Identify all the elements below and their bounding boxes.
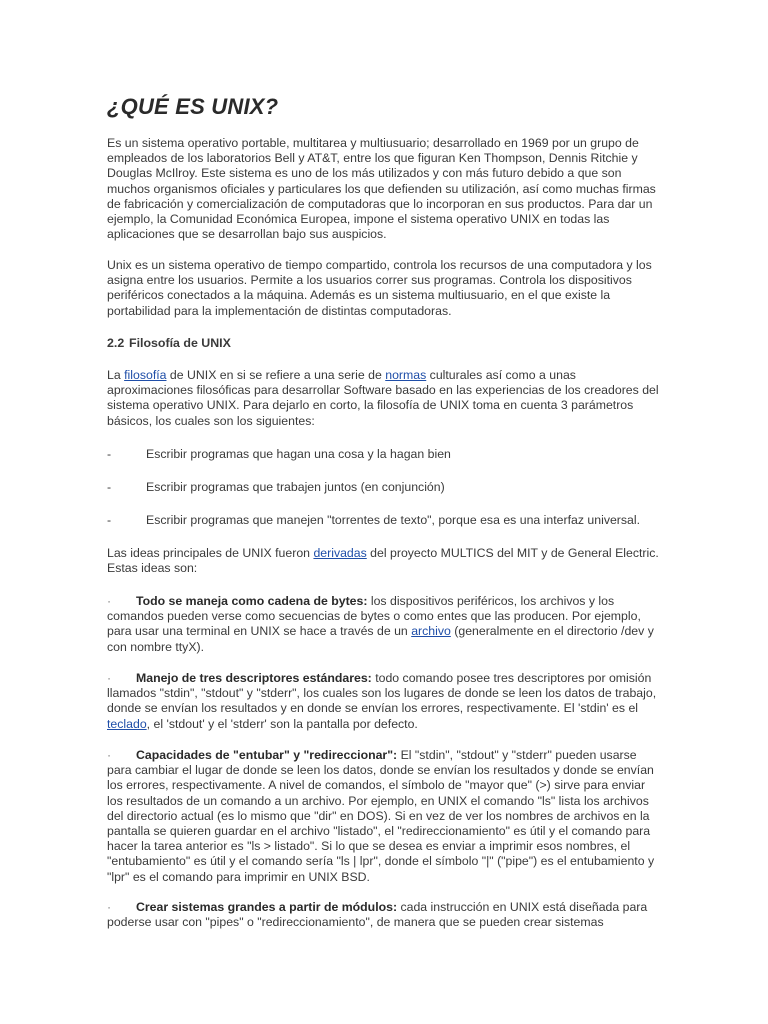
text-run: (generalmente en el directorio /dev y con nombre ttyX). xyxy=(107,624,654,654)
dash-marker: - xyxy=(107,513,112,527)
section-heading xyxy=(107,336,659,350)
idea-bullet xyxy=(107,900,659,930)
dash-marker: - xyxy=(107,480,112,494)
ideas-paragraph xyxy=(107,546,659,576)
bullet-marker: · xyxy=(107,594,112,608)
bullet-heading: Manejo de tres descriptores estándares: xyxy=(136,671,372,685)
dash-marker: - xyxy=(107,447,112,461)
list-item xyxy=(107,480,659,495)
link-filosofia[interactable]: filosofía xyxy=(124,368,167,382)
text-run: Las ideas principales de UNIX fueron xyxy=(107,546,314,560)
section-title: Filosofía de UNIX xyxy=(129,336,231,350)
intro-paragraph: Es un sistema operativo portable, multitarea y multiusuario; desarrollado en 1969 por un grupo de empleados de los laboratorios Bell y AT&T, entre los que figuran Ken Thompson, Dennis Ritchie y Douglas McIlroy. Este sistema es uno de los más utilizados y con más futuro debido a que son muchos organismos oficiales y particulares los que defienden su utilización, así como muchas firmas de fabricación y comercialización de computadoras que lo incorporan en sus productos. Para dar un ejemplo, la Comunidad Económica Europea, impone el sistema operativo UNIX en todas las aplicaciones que se desarrollan bajo sus auspicios. xyxy=(107,136,656,242)
idea-bullet xyxy=(107,748,659,885)
page-title: ¿QUÉ ES UNIX? xyxy=(107,94,279,119)
list-item xyxy=(107,513,659,528)
text-run: , el 'stdout' y el 'stderr' son la pantalla por defecto. xyxy=(146,716,418,731)
text-run: cada instrucción en UNIX está diseñada para poderse usar con "pipes" o "redireccionamiento", de manera que se pueden crear sistemas xyxy=(107,900,648,930)
bullet-marker: · xyxy=(107,748,112,762)
text-run: del proyecto MULTICS del MIT y de General Electric. Estas ideas son: xyxy=(107,546,659,576)
idea-bullet xyxy=(107,594,659,655)
bullet-heading: Crear sistemas grandes a partir de módulos: xyxy=(136,900,398,914)
link-normas[interactable]: normas xyxy=(385,368,427,382)
philosophy-paragraph xyxy=(107,368,659,429)
text-run: La xyxy=(107,368,125,382)
link-teclado[interactable]: teclado xyxy=(107,716,147,731)
bullet-heading: Capacidades de "entubar" y "redireccionar": xyxy=(136,748,398,762)
text-run: los dispositivos periféricos, los archivos y los comandos pueden verse como secuencias de bytes o como entes que las producen. Por ejemplo, para usar una terminal en UNIX se hace a través de un xyxy=(107,594,641,639)
list-item-text: Escribir programas que hagan una cosa y la hagan bien xyxy=(146,447,451,461)
idea-bullet xyxy=(107,671,659,732)
list-item-text: Escribir programas que trabajen juntos (en conjunción) xyxy=(146,480,445,494)
list-item xyxy=(107,447,659,462)
second-paragraph: Unix es un sistema operativo de tiempo compartido, controla los recursos de una computadora y los asigna entre los usuarios. Permite a los usuarios correr sus programas. Controla los dispositivos periféricos conectados a la máquina. Además es un sistema multiusuario, en el que existe la portabilidad para la implementación de distintas computadoras. xyxy=(107,258,652,318)
link-derivadas[interactable]: derivadas xyxy=(313,546,367,560)
text-run: todo comando posee tres descriptores por omisión llamados "stdin", "stdout" y "stderr", los cuales son los lugares de donde se leen los datos de trabajo, donde se envían los resultados y en donde se envían los errores, respectivamente. El 'stdin' es el xyxy=(107,671,657,716)
bullet-heading: Todo se maneja como cadena de bytes: xyxy=(136,594,368,608)
bullet-marker: · xyxy=(107,671,112,685)
section-number: 2.2 xyxy=(107,336,125,350)
link-archivo[interactable]: archivo xyxy=(411,624,451,639)
text-run: El "stdin", "stdout" y "stderr" pueden usarse para cambiar el lugar de donde se leen los datos, donde se envían los resultados y donde se envían los errores, respectivamente. A nivel de comandos, el símbolo de "mayor que" (>) sirve para enviar los resultados de un comando a un archivo. Por ejemplo, en UNIX el comando "ls" lista los archivos del directorio actual (es lo mismo que "dir" en DOS). Si en vez de ver los nombres de archivos en la pantalla se quieren guardar en el archivo "listado", el "redireccionamiento" es útil y el comando para hacer la tarea anterior es "ls > listado". Si lo que se desea es enviar a imprimir esos nombres, el "entubamiento" es útil y el comando sería "ls | lpr", donde el símbolo "|" ("pipe") es el entubamiento y "lpr" es el comando para imprimir en UNIX BSD. xyxy=(107,748,655,884)
text-run: de UNIX en si se refiere a una serie de xyxy=(166,368,386,382)
list-item-text: Escribir programas que manejen "torrentes de texto", porque esa es una interfaz universal. xyxy=(146,513,641,527)
text-run: culturales así como a unas aproximaciones filosóficas para desarrollar Software basado en las experiencias de los creadores del sistema operativo UNIX. Para dejarlo en corto, la filosofía de UNIX toma en cuenta 3 parámetros básicos, los cuales son los siguientes: xyxy=(107,368,659,428)
bullet-marker: · xyxy=(107,900,112,914)
